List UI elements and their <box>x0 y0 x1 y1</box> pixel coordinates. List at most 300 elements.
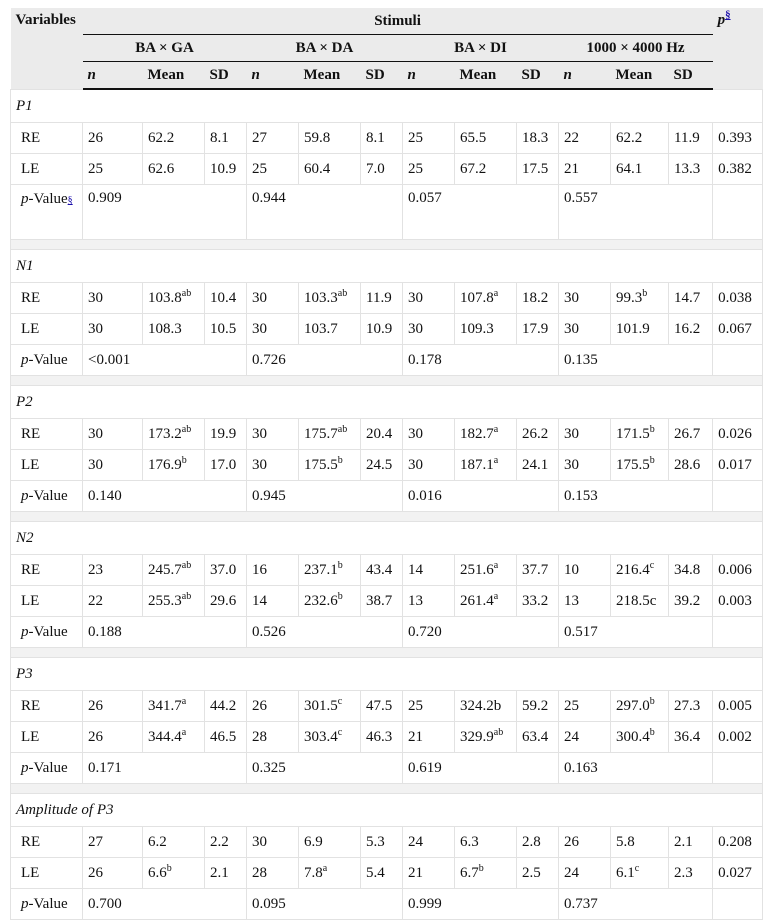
group-header-ba-ga: BA × GA <box>83 35 247 62</box>
cell-n: 30 <box>83 314 143 345</box>
p-header-label: p <box>717 12 726 28</box>
mean-superscript: a <box>493 590 499 602</box>
mean-value: 237.1 <box>304 561 338 578</box>
mean-value: 65.5 <box>460 129 487 146</box>
cell-n: 30 <box>247 827 299 858</box>
pvalue-cell: 0.325 <box>247 753 403 784</box>
cell-mean <box>143 722 205 753</box>
mean-value: 175.5 <box>304 456 338 473</box>
cell-sd: 2.5 <box>517 858 559 889</box>
pvalue-label <box>11 753 83 784</box>
mean-superscript: ab <box>181 287 192 299</box>
mean-value: 62.6 <box>148 160 175 177</box>
mean-superscript: a <box>493 287 499 299</box>
cell-sd: 19.9 <box>205 419 247 450</box>
cell-mean <box>455 154 517 185</box>
spacer-cell <box>11 376 763 386</box>
mean-superscript: b <box>649 726 655 738</box>
cell-n: 25 <box>83 154 143 185</box>
cell-mean <box>611 858 669 889</box>
section-row <box>11 250 763 283</box>
cell-sd: 33.2 <box>517 586 559 617</box>
mean-superscript: a <box>322 862 328 874</box>
pvalue-cell: 0.557 <box>559 185 713 240</box>
row-label: RE <box>11 283 83 314</box>
cell-sd: 24.1 <box>517 450 559 481</box>
cell-n: 24 <box>403 827 455 858</box>
mean-value: 6.9 <box>304 833 323 850</box>
cell-mean <box>299 722 361 753</box>
cell-p: 0.003 <box>713 586 763 617</box>
cell-sd: 28.6 <box>669 450 713 481</box>
cell-mean <box>611 314 669 345</box>
pvalue-cell: 0.720 <box>403 617 559 648</box>
section-title: N1 <box>11 250 763 283</box>
cell-n: 26 <box>83 722 143 753</box>
cell-mean <box>455 450 517 481</box>
pvalue-label-p: p <box>21 623 29 640</box>
cell-sd: 13.3 <box>669 154 713 185</box>
cell-sd: 26.2 <box>517 419 559 450</box>
cell-sd: 14.7 <box>669 283 713 314</box>
cell-n: 24 <box>559 722 611 753</box>
cell-mean <box>455 586 517 617</box>
mean-superscript: b <box>649 454 655 466</box>
row-label: RE <box>11 419 83 450</box>
mean-value: 101.9 <box>616 320 650 337</box>
cell-mean <box>611 283 669 314</box>
cell-n: 30 <box>247 283 299 314</box>
p-header-footnote-link[interactable]: § <box>725 9 731 21</box>
pvalue-cell: 0.135 <box>559 345 713 376</box>
subheader-n: n <box>247 62 299 90</box>
mean-value: 109.3 <box>460 320 494 337</box>
cell-p: 0.017 <box>713 450 763 481</box>
cell-n: 30 <box>247 419 299 450</box>
cell-mean <box>611 691 669 722</box>
pvalue-label-p: p <box>21 895 29 912</box>
cell-sd: 2.2 <box>205 827 247 858</box>
cell-mean <box>611 555 669 586</box>
cell-mean <box>455 555 517 586</box>
cell-sd: 17.0 <box>205 450 247 481</box>
cell-n: 30 <box>559 283 611 314</box>
cell-sd: 2.1 <box>669 827 713 858</box>
pvalue-cell: 0.095 <box>247 889 403 920</box>
mean-value: 218.5c <box>616 592 657 609</box>
pvalue-label <box>11 481 83 512</box>
pvalue-cell: 0.016 <box>403 481 559 512</box>
mean-value: 297.0 <box>616 697 650 714</box>
cell-mean <box>143 314 205 345</box>
cell-sd: 20.4 <box>361 419 403 450</box>
cell-mean <box>455 314 517 345</box>
results-table <box>10 8 763 920</box>
row-label: LE <box>11 314 83 345</box>
cell-n: 28 <box>247 858 299 889</box>
cell-mean <box>143 555 205 586</box>
subheader-sd: SD <box>517 62 559 90</box>
cell-mean <box>455 419 517 450</box>
cell-sd: 10.5 <box>205 314 247 345</box>
row-label: LE <box>11 858 83 889</box>
mean-value: 187.1 <box>460 456 494 473</box>
pvalue-cell: 0.526 <box>247 617 403 648</box>
cell-mean <box>299 555 361 586</box>
table-row <box>11 419 763 450</box>
cell-n: 21 <box>403 858 455 889</box>
mean-superscript: ab <box>493 726 504 738</box>
pvalue-footnote-link[interactable]: § <box>67 195 73 206</box>
cell-n: 30 <box>83 283 143 314</box>
pvalue-cell: 0.944 <box>247 185 403 240</box>
cell-n: 25 <box>403 123 455 154</box>
cell-n: 14 <box>247 586 299 617</box>
cell-n: 30 <box>403 450 455 481</box>
table-row <box>11 154 763 185</box>
cell-mean <box>611 827 669 858</box>
cell-mean <box>299 450 361 481</box>
pvalue-label-p: p <box>21 191 29 207</box>
pvalue-label <box>11 345 83 376</box>
cell-p: 0.038 <box>713 283 763 314</box>
cell-n: 10 <box>559 555 611 586</box>
cell-mean <box>143 419 205 450</box>
mean-value: 324.2b <box>460 697 502 714</box>
mean-superscript: ab <box>181 559 192 571</box>
cell-mean <box>611 123 669 154</box>
cell-p: 0.027 <box>713 858 763 889</box>
cell-n: 25 <box>403 691 455 722</box>
cell-mean <box>299 419 361 450</box>
mean-superscript: c <box>649 559 655 571</box>
cell-mean <box>299 858 361 889</box>
pvalue-row <box>11 617 763 648</box>
table-body <box>11 89 763 920</box>
pvalue-empty <box>713 481 763 512</box>
cell-n: 30 <box>403 419 455 450</box>
p-header <box>713 8 763 89</box>
cell-mean <box>299 314 361 345</box>
pvalue-row <box>11 345 763 376</box>
mean-superscript: b <box>181 454 187 466</box>
mean-value: 232.6 <box>304 592 338 609</box>
section-spacer <box>11 784 763 794</box>
mean-value: 6.7 <box>460 864 479 881</box>
cell-mean <box>143 691 205 722</box>
cell-sd: 10.9 <box>361 314 403 345</box>
cell-sd: 27.3 <box>669 691 713 722</box>
cell-mean <box>299 123 361 154</box>
cell-sd: 18.2 <box>517 283 559 314</box>
cell-sd: 63.4 <box>517 722 559 753</box>
mean-value: 62.2 <box>148 129 175 146</box>
row-label: LE <box>11 450 83 481</box>
mean-value: 173.2 <box>148 425 182 442</box>
mean-value: 261.4 <box>460 592 494 609</box>
mean-superscript: ab <box>181 423 192 435</box>
mean-value: 60.4 <box>304 160 331 177</box>
spacer-cell <box>11 512 763 522</box>
cell-n: 25 <box>247 154 299 185</box>
row-label: LE <box>11 722 83 753</box>
cell-p: 0.002 <box>713 722 763 753</box>
mean-value: 341.7 <box>148 697 182 714</box>
group-header-ba-da: BA × DA <box>247 35 403 62</box>
mean-value: 5.8 <box>616 833 635 850</box>
table-row <box>11 827 763 858</box>
cell-n: 30 <box>83 450 143 481</box>
pvalue-cell: 0.909 <box>83 185 247 240</box>
mean-superscript: a <box>493 454 499 466</box>
pvalue-label <box>11 889 83 920</box>
pvalue-cell: 0.700 <box>83 889 247 920</box>
section-title: N2 <box>11 522 763 555</box>
mean-value: 176.9 <box>148 456 182 473</box>
cell-mean <box>611 154 669 185</box>
cell-sd: 39.2 <box>669 586 713 617</box>
spacer-cell <box>11 648 763 658</box>
mean-value: 175.7 <box>304 425 338 442</box>
pvalue-empty <box>713 889 763 920</box>
cell-n: 22 <box>83 586 143 617</box>
row-label: RE <box>11 691 83 722</box>
cell-sd: 11.9 <box>361 283 403 314</box>
cell-sd: 47.5 <box>361 691 403 722</box>
mean-value: 329.9 <box>460 728 494 745</box>
cell-mean <box>299 827 361 858</box>
cell-sd: 18.3 <box>517 123 559 154</box>
section-title: P2 <box>11 386 763 419</box>
pvalue-label-suffix: -Value <box>28 895 68 912</box>
cell-sd: 44.2 <box>205 691 247 722</box>
cell-n: 30 <box>247 450 299 481</box>
cell-mean <box>143 586 205 617</box>
pvalue-empty <box>713 617 763 648</box>
cell-mean <box>455 722 517 753</box>
mean-superscript: ab <box>337 287 348 299</box>
subheader-sd: SD <box>205 62 247 90</box>
pvalue-label-p: p <box>21 759 29 776</box>
table-row <box>11 123 763 154</box>
table-row <box>11 858 763 889</box>
table-row <box>11 283 763 314</box>
mean-superscript: a <box>493 559 499 571</box>
section-title: P1 <box>11 89 763 123</box>
cell-sd: 2.8 <box>517 827 559 858</box>
group-header-ba-di: BA × DI <box>403 35 559 62</box>
cell-n: 30 <box>559 314 611 345</box>
pvalue-label-suffix: -Value <box>28 623 68 640</box>
cell-mean <box>143 123 205 154</box>
row-label: LE <box>11 154 83 185</box>
mean-superscript: b <box>337 559 343 571</box>
mean-superscript: a <box>181 695 187 707</box>
pvalue-cell: 0.178 <box>403 345 559 376</box>
cell-mean <box>299 586 361 617</box>
row-label: RE <box>11 555 83 586</box>
cell-sd: 17.9 <box>517 314 559 345</box>
section-row <box>11 794 763 827</box>
cell-mean <box>143 283 205 314</box>
pvalue-label <box>11 617 83 648</box>
subheader-row <box>11 62 763 90</box>
pvalue-row <box>11 481 763 512</box>
subheader-mean: Mean <box>611 62 669 90</box>
group-header-1000-4000: 1000 × 4000 Hz <box>559 35 713 62</box>
cell-n: 23 <box>83 555 143 586</box>
mean-superscript: c <box>634 862 640 874</box>
cell-mean <box>299 691 361 722</box>
cell-n: 26 <box>83 858 143 889</box>
mean-value: 67.2 <box>460 160 487 177</box>
mean-value: 103.8 <box>148 289 182 306</box>
pvalue-label-suffix: -Value <box>28 759 68 776</box>
mean-superscript: b <box>649 423 655 435</box>
table-row <box>11 314 763 345</box>
mean-value: 175.5 <box>616 456 650 473</box>
pvalue-row <box>11 753 763 784</box>
mean-superscript: a <box>181 726 187 738</box>
cell-sd: 10.4 <box>205 283 247 314</box>
cell-sd: 2.1 <box>205 858 247 889</box>
cell-sd: 5.3 <box>361 827 403 858</box>
cell-sd: 43.4 <box>361 555 403 586</box>
mean-superscript: ab <box>181 590 192 602</box>
cell-n: 26 <box>83 123 143 154</box>
mean-value: 251.6 <box>460 561 494 578</box>
cell-sd: 37.0 <box>205 555 247 586</box>
pvalue-cell: 0.153 <box>559 481 713 512</box>
mean-value: 99.3 <box>616 289 643 306</box>
subheader-mean: Mean <box>455 62 517 90</box>
mean-superscript: b <box>642 287 648 299</box>
cell-mean <box>455 283 517 314</box>
mean-value: 59.8 <box>304 129 331 146</box>
cell-n: 14 <box>403 555 455 586</box>
cell-sd: 2.3 <box>669 858 713 889</box>
mean-value: 301.5 <box>304 697 338 714</box>
pvalue-cell: 0.619 <box>403 753 559 784</box>
cell-n: 30 <box>403 283 455 314</box>
cell-n: 27 <box>247 123 299 154</box>
pvalue-empty <box>713 753 763 784</box>
section-title: P3 <box>11 658 763 691</box>
mean-superscript: b <box>337 590 343 602</box>
mean-value: 182.7 <box>460 425 494 442</box>
cell-sd: 38.7 <box>361 586 403 617</box>
cell-p: 0.393 <box>713 123 763 154</box>
cell-mean <box>299 154 361 185</box>
mean-value: 108.3 <box>148 320 182 337</box>
cell-sd: 46.5 <box>205 722 247 753</box>
mean-value: 6.2 <box>148 833 167 850</box>
cell-p: 0.208 <box>713 827 763 858</box>
cell-sd: 26.7 <box>669 419 713 450</box>
cell-mean <box>143 154 205 185</box>
pvalue-row <box>11 889 763 920</box>
spacer-cell <box>11 240 763 250</box>
mean-superscript: ab <box>337 423 348 435</box>
subheader-mean: Mean <box>299 62 361 90</box>
cell-mean <box>611 722 669 753</box>
section-spacer <box>11 512 763 522</box>
cell-sd: 16.2 <box>669 314 713 345</box>
pvalue-label-p: p <box>21 351 29 368</box>
cell-n: 21 <box>403 722 455 753</box>
pvalue-label-p: p <box>21 487 29 504</box>
pvalue-cell: 0.999 <box>403 889 559 920</box>
mean-value: 6.3 <box>460 833 479 850</box>
section-row <box>11 89 763 123</box>
spacer-cell <box>11 784 763 794</box>
table-row <box>11 450 763 481</box>
row-label: RE <box>11 123 83 154</box>
cell-sd: 37.7 <box>517 555 559 586</box>
cell-n: 30 <box>559 450 611 481</box>
group-header-row <box>11 35 763 62</box>
table-row <box>11 691 763 722</box>
mean-superscript: c <box>337 695 343 707</box>
cell-n: 27 <box>83 827 143 858</box>
cell-n: 13 <box>559 586 611 617</box>
cell-p: 0.382 <box>713 154 763 185</box>
section-spacer <box>11 240 763 250</box>
stimuli-header: Stimuli <box>83 8 713 35</box>
cell-sd: 8.1 <box>361 123 403 154</box>
cell-mean <box>455 858 517 889</box>
cell-mean <box>455 827 517 858</box>
cell-mean <box>143 858 205 889</box>
row-label: RE <box>11 827 83 858</box>
mean-value: 255.3 <box>148 592 182 609</box>
pvalue-cell: 0.140 <box>83 481 247 512</box>
section-spacer <box>11 648 763 658</box>
cell-n: 30 <box>559 419 611 450</box>
subheader-n: n <box>403 62 455 90</box>
mean-value: 171.5 <box>616 425 650 442</box>
cell-p: 0.026 <box>713 419 763 450</box>
cell-n: 25 <box>403 154 455 185</box>
cell-n: 30 <box>403 314 455 345</box>
cell-mean <box>143 450 205 481</box>
mean-superscript: b <box>478 862 484 874</box>
cell-n: 26 <box>559 827 611 858</box>
mean-value: 6.1 <box>616 864 635 881</box>
pvalue-empty <box>713 185 763 240</box>
mean-value: 107.8 <box>460 289 494 306</box>
cell-sd: 29.6 <box>205 586 247 617</box>
mean-value: 300.4 <box>616 728 650 745</box>
cell-n: 22 <box>559 123 611 154</box>
cell-n: 30 <box>83 419 143 450</box>
subheader-mean: Mean <box>143 62 205 90</box>
pvalue-cell: 0.163 <box>559 753 713 784</box>
pvalue-label <box>11 185 83 240</box>
pvalue-cell: 0.737 <box>559 889 713 920</box>
mean-value: 64.1 <box>616 160 643 177</box>
cell-n: 24 <box>559 858 611 889</box>
mean-value: 344.4 <box>148 728 182 745</box>
subheader-sd: SD <box>361 62 403 90</box>
cell-sd: 11.9 <box>669 123 713 154</box>
cell-p: 0.067 <box>713 314 763 345</box>
variables-header: Variables <box>11 8 83 89</box>
pvalue-cell: 0.726 <box>247 345 403 376</box>
subheader-n: n <box>83 62 143 90</box>
cell-sd: 36.4 <box>669 722 713 753</box>
mean-value: 303.4 <box>304 728 338 745</box>
